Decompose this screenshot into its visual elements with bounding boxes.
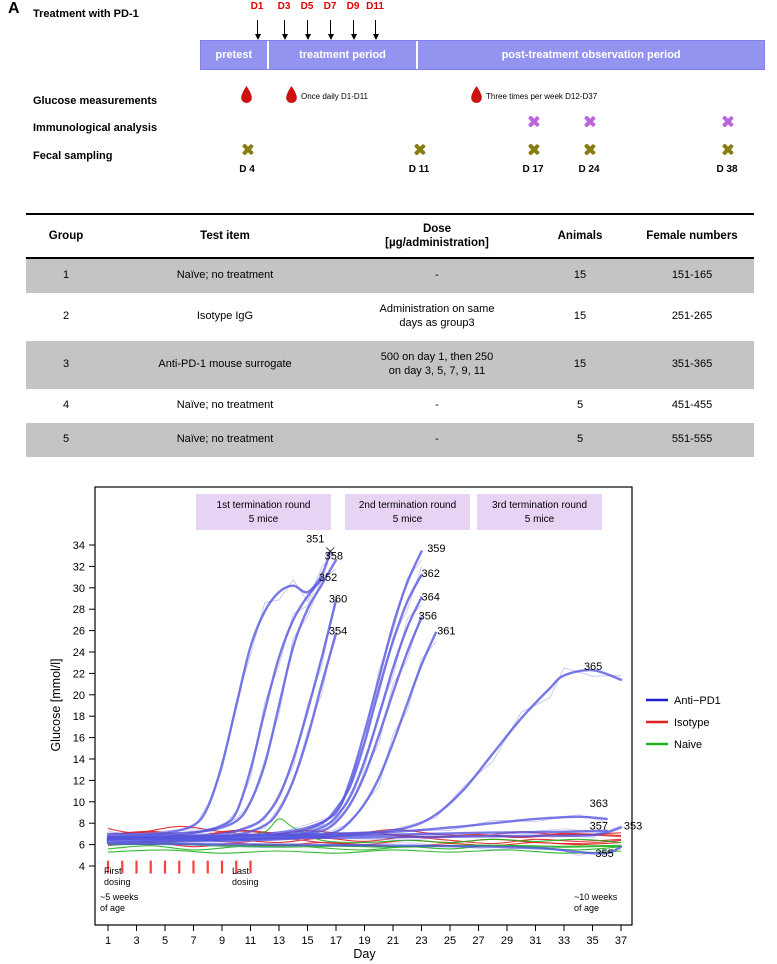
table-cell: 4 bbox=[62, 399, 70, 412]
plot-border bbox=[95, 487, 632, 925]
antipd1-line-352 bbox=[108, 579, 322, 837]
dose-day-label: D7 bbox=[323, 1, 337, 12]
immunology-x-icon bbox=[527, 115, 540, 128]
down-arrow-icon bbox=[375, 20, 376, 35]
x-tick-label: 19 bbox=[358, 935, 371, 947]
x-tick-label: 11 bbox=[244, 935, 257, 947]
immuno-row-label: Immunological analysis bbox=[33, 122, 158, 134]
annotation: dosing bbox=[104, 877, 131, 887]
table-cell: Naïve; no treatment bbox=[176, 433, 274, 446]
table-cell: 2 bbox=[62, 310, 70, 323]
termination-box-subtitle: 5 mice bbox=[524, 514, 555, 525]
table-header-row bbox=[26, 213, 754, 259]
x-tick-label: 15 bbox=[301, 935, 314, 947]
period-bar bbox=[200, 40, 765, 70]
dose-day-label: D3 bbox=[277, 1, 291, 12]
mouse-label-365: 365 bbox=[583, 660, 603, 673]
x-tick-label: 21 bbox=[386, 935, 400, 947]
annotation: First bbox=[104, 866, 122, 876]
antipd1-raw-line-352 bbox=[108, 572, 322, 840]
fecal-x-icon bbox=[413, 143, 426, 156]
glucose-row-label: Glucose measurements bbox=[33, 95, 158, 107]
table-cell: Naïve; no treatment bbox=[176, 399, 274, 412]
dose-day-label: D11 bbox=[366, 1, 384, 12]
table-cell: Administration on same days as group3 bbox=[379, 303, 495, 329]
antipd1-line-364 bbox=[108, 597, 422, 840]
mouse-label-352: 352 bbox=[318, 572, 338, 585]
down-arrow-icon bbox=[353, 20, 354, 35]
x-tick-label: 9 bbox=[218, 935, 226, 947]
fecal-x-icon bbox=[583, 143, 596, 156]
mouse-label-351: 351 bbox=[306, 533, 325, 546]
table-cell: 151-165 bbox=[671, 269, 713, 282]
x-tick-label: 17 bbox=[329, 935, 343, 947]
dose-day-label: D1 bbox=[250, 1, 264, 12]
annotation: ~5 weeks bbox=[100, 892, 139, 902]
mouse-label-363: 363 bbox=[589, 797, 609, 810]
fecal-row-label: Fecal sampling bbox=[33, 150, 113, 162]
termination-box-subtitle: 5 mice bbox=[392, 514, 423, 525]
table-cell: - bbox=[435, 269, 439, 282]
legend-label-3: Naive bbox=[674, 739, 703, 751]
mouse-label-359: 359 bbox=[427, 543, 446, 556]
table-row bbox=[26, 259, 754, 293]
y-tick-label: 24 bbox=[72, 647, 85, 659]
legend-label-1: Anti−PD1 bbox=[674, 695, 721, 707]
table-header-cell: Animals bbox=[557, 229, 603, 242]
antipd1-line-358 bbox=[108, 560, 336, 836]
x-tick-label: 37 bbox=[614, 935, 628, 947]
table-cell: 251-265 bbox=[671, 310, 713, 323]
table-cell: - bbox=[435, 399, 439, 412]
x-tick-label: 5 bbox=[161, 935, 169, 947]
table-row bbox=[26, 341, 754, 389]
table-cell: 15 bbox=[573, 310, 587, 323]
mouse-label-356: 356 bbox=[418, 610, 438, 623]
y-axis-title: Glucose [mmol/l] bbox=[49, 658, 63, 752]
mouse-label-358: 358 bbox=[324, 550, 343, 563]
fecal-day-label: D 17 bbox=[522, 164, 544, 175]
x-tick-label: 3 bbox=[133, 935, 140, 947]
panel-label: A bbox=[8, 0, 20, 17]
table-cell: 1 bbox=[62, 269, 70, 282]
y-tick-label: 34 bbox=[72, 540, 85, 552]
fecal-x-icon bbox=[527, 143, 540, 156]
annotation: dosing bbox=[232, 877, 259, 887]
table-header-cell: Dose [µg/administration] bbox=[385, 222, 489, 249]
x-tick-label: 25 bbox=[443, 935, 457, 947]
down-arrow-icon bbox=[307, 20, 308, 35]
antipd1-raw-line-361 bbox=[108, 642, 436, 845]
y-tick-label: 22 bbox=[72, 668, 85, 681]
glucose-note: Three times per week D12-D37 bbox=[486, 92, 598, 101]
antipd1-raw-line-360 bbox=[108, 593, 336, 842]
blood-drop-icon bbox=[470, 86, 483, 103]
table-cell: Isotype IgG bbox=[196, 310, 254, 323]
y-tick-label: 30 bbox=[72, 582, 85, 595]
annotation: of age bbox=[574, 903, 600, 913]
blood-drop-icon bbox=[285, 86, 298, 103]
antipd1-line-360 bbox=[108, 601, 336, 839]
y-tick-label: 14 bbox=[72, 754, 85, 766]
legend-label-2: Isotype bbox=[674, 717, 710, 729]
antipd1-line-359 bbox=[108, 551, 422, 838]
table-row bbox=[26, 293, 754, 341]
table-cell: Naïve; no treatment bbox=[176, 269, 274, 282]
glucose-note: Once daily D1-D11 bbox=[301, 92, 368, 101]
fecal-day-label: D 11 bbox=[408, 164, 430, 175]
treatment-title: Treatment with PD-1 bbox=[33, 8, 139, 20]
y-tick-label: 18 bbox=[72, 711, 85, 724]
antipd1-raw-line-351 bbox=[108, 557, 330, 836]
x-tick-label: 7 bbox=[190, 935, 197, 947]
table-cell: 5 bbox=[576, 399, 584, 412]
period-segment: post-treatment observation period bbox=[418, 41, 764, 69]
y-tick-label: 4 bbox=[78, 861, 85, 873]
table-cell: 5 bbox=[576, 433, 584, 446]
fecal-day-label: D 4 bbox=[239, 164, 255, 175]
dose-day-label: D5 bbox=[300, 1, 314, 12]
y-tick-label: 6 bbox=[78, 839, 85, 852]
antipd1-raw-line-358 bbox=[108, 569, 336, 838]
antipd1-raw-line-359 bbox=[108, 560, 422, 840]
annotation: of age bbox=[100, 903, 126, 913]
fecal-x-icon bbox=[721, 143, 734, 156]
table-cell: - bbox=[435, 433, 439, 446]
blood-drop-icon bbox=[240, 86, 253, 103]
annotation: ~10 weeks bbox=[574, 892, 618, 902]
x-tick-label: 35 bbox=[586, 935, 599, 947]
down-arrow-icon bbox=[257, 20, 258, 35]
y-tick-label: 32 bbox=[72, 561, 85, 574]
table-cell: 3 bbox=[62, 358, 70, 371]
y-tick-label: 28 bbox=[72, 604, 85, 617]
x-tick-label: 1 bbox=[104, 935, 112, 947]
antipd1-line-365 bbox=[108, 670, 621, 840]
table-header-cell: Group bbox=[48, 229, 84, 242]
table-cell: 5 bbox=[62, 433, 70, 446]
mouse-label-357: 357 bbox=[589, 820, 609, 833]
down-arrow-icon bbox=[330, 20, 331, 35]
mouse-label-360: 360 bbox=[328, 593, 348, 606]
mouse-label-362: 362 bbox=[421, 567, 440, 580]
table-cell: 500 on day 1, then 250 on day 3, 5, 7, 9, 11 bbox=[380, 351, 494, 377]
y-tick-label: 16 bbox=[72, 732, 85, 745]
table-row bbox=[26, 389, 754, 423]
annotation: Last bbox=[232, 866, 250, 876]
fecal-day-label: D 38 bbox=[716, 164, 738, 175]
period-segment: pretest bbox=[201, 41, 269, 69]
table-cell: Anti-PD-1 mouse surrogate bbox=[158, 358, 292, 371]
table-cell: 15 bbox=[573, 269, 587, 282]
study-design-table bbox=[26, 213, 754, 457]
y-tick-label: 10 bbox=[72, 796, 85, 809]
immunology-x-icon bbox=[721, 115, 734, 128]
down-arrow-icon bbox=[284, 20, 285, 35]
y-tick-label: 8 bbox=[78, 818, 85, 831]
x-tick-label: 29 bbox=[500, 935, 514, 947]
table-header-cell: Test item bbox=[200, 229, 250, 242]
antipd1-line-351 bbox=[108, 551, 330, 834]
termination-box-subtitle: 5 mice bbox=[248, 514, 279, 525]
mouse-label-353: 353 bbox=[623, 820, 643, 833]
x-tick-label: 13 bbox=[272, 935, 286, 947]
antipd1-line-354 bbox=[108, 634, 336, 841]
x-axis-title: Day bbox=[353, 947, 376, 961]
mouse-label-364: 364 bbox=[421, 591, 440, 604]
termination-box-title: 3rd termination round bbox=[491, 500, 588, 511]
table-row bbox=[26, 423, 754, 457]
fecal-day-label: D 24 bbox=[578, 164, 600, 175]
table-cell: 451-455 bbox=[671, 399, 713, 412]
termination-box-title: 1st termination round bbox=[216, 500, 311, 511]
termination-box-title: 2nd termination round bbox=[358, 500, 457, 511]
mouse-label-361: 361 bbox=[437, 625, 456, 638]
mouse-label-355: 355 bbox=[595, 848, 614, 861]
glucose-chart bbox=[0, 478, 777, 964]
table-cell: 351-365 bbox=[671, 358, 713, 371]
y-tick-label: 12 bbox=[72, 775, 85, 788]
dose-day-label: D9 bbox=[346, 1, 360, 12]
study-timeline bbox=[0, 0, 777, 205]
x-tick-label: 23 bbox=[415, 935, 428, 947]
fecal-x-icon bbox=[241, 143, 254, 156]
x-tick-label: 27 bbox=[472, 935, 485, 947]
table-cell: 15 bbox=[573, 358, 587, 371]
period-segment: treatment period bbox=[269, 41, 418, 69]
mouse-label-354: 354 bbox=[328, 625, 348, 638]
table-cell: 551-555 bbox=[671, 433, 713, 446]
x-tick-label: 31 bbox=[529, 935, 542, 947]
y-tick-label: 26 bbox=[72, 625, 85, 638]
y-tick-label: 20 bbox=[72, 689, 85, 702]
table-header-cell: Female numbers bbox=[646, 229, 738, 242]
immunology-x-icon bbox=[583, 115, 596, 128]
antipd1-raw-line-364 bbox=[108, 605, 422, 843]
x-tick-label: 33 bbox=[557, 935, 571, 947]
